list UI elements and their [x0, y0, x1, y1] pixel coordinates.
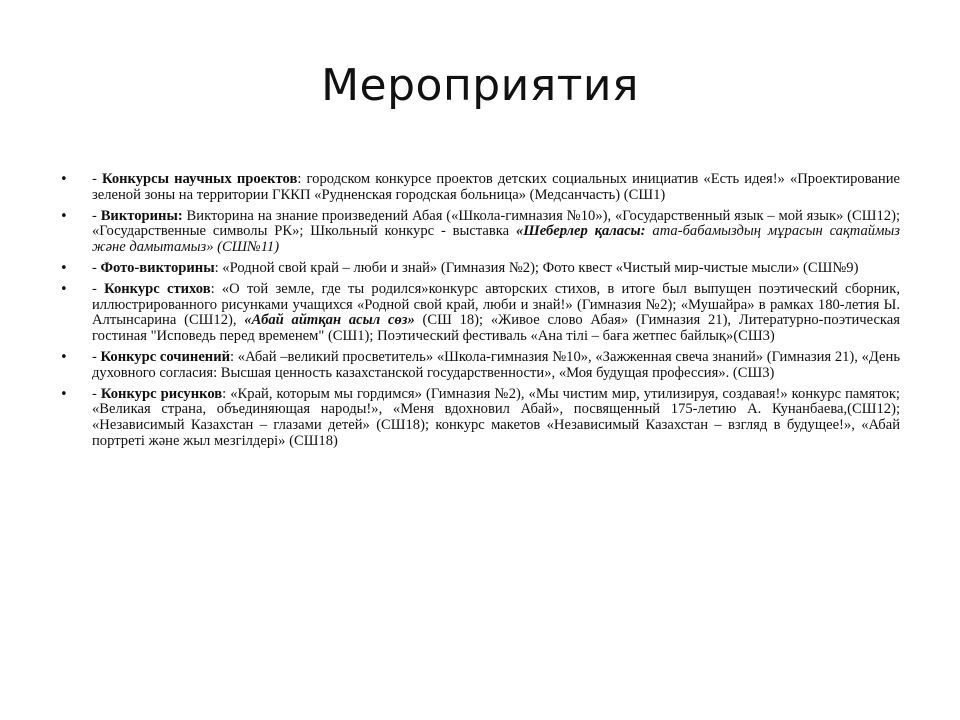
bullet-icon: •	[60, 281, 68, 297]
list-item-science-projects	[60, 172, 900, 204]
item-heading: Конкурс рисунков	[100, 385, 223, 402]
item-text: : «Абай –великий просветитель» «Школа-гимназия №10», «Зажженная свеча знаний» (Гимназия 21), «День духовного согласия: Высшая ценность казахстанской государственности», «Моя будущая профессия». (СШ3)	[92, 348, 900, 381]
item-text: Викторина на знание произведений Абая («Школа-гимназия №10»), «Государственный язык – мой язык» (СШ12); «Государственные символы РК»; Школьный конкурс - выставка	[92, 207, 900, 240]
list-item-essay-contest	[60, 350, 900, 382]
bullet-icon: •	[60, 260, 68, 276]
item-text: : городском конкурсе проектов детских социальных инициатив «Есть идея!» «Проектирование зеленой зоны на территории ГККП «Рудненская городская больница» (Медсанчасть) (СШ1)	[92, 171, 901, 203]
item-heading: Конкурс стихов	[104, 280, 211, 297]
item-text-continued: (СШ 18); «Живое слово Абая» (Гимназия 21), Литературно-поэтическая гостиная "Исповедь перед временем" (СШ1); Поэтический фестиваль «Ана тілі – бағa жетпес байлық»(СШ3)	[92, 312, 900, 345]
item-prefix: -	[92, 259, 101, 276]
item-italic-bold-text: «Абай айтқан асыл сөз»	[244, 312, 415, 329]
item-italic-text: ата-бабамыздың мұрасын сақтаймыз және дамытамыз» (СШ№11)	[92, 223, 900, 256]
list-item-poetry-contest	[60, 282, 900, 345]
item-italic-bold-text: «Шеберлер қаласы:	[515, 223, 646, 240]
item-prefix: -	[92, 207, 101, 224]
item-prefix: -	[92, 385, 101, 402]
item-text: : «Родной свой край – люби и знай» (Гимназия №2); Фото квест «Чистый мир-чистые мысли» (СШ№9)	[214, 259, 859, 276]
item-text: : «О той земле, где ты родился»конкурс авторских стихов, в итоге был выпущен поэтический сборник, иллюстрированного рисунками учащихся «Родной свой край, люби и знай!» (Гимназия №2); «Мушайра» в рамках 180-летия Ы. Алтынсарина (СШ12),	[92, 280, 900, 329]
bullet-icon: •	[60, 349, 68, 365]
item-prefix: -	[92, 280, 105, 297]
item-heading: Викторины:	[100, 207, 183, 224]
item-text: : «Край, которым мы гордимся» (Гимназия №2), «Мы чистим мир, утилизируя, создавая!» конкурс памяток; «Великая страна, объединяющая народы!», «Меня вдохновил Абай», посвященный 175-летию А. Кунанбаева,(СШ12); «Независимый Казахстан – глазами детей» (СШ18); конкурс макетов «Независимый Казахстан – взгляд в будущее!», «Абай портреті және жыл мезгілдері» (СШ18)	[92, 385, 900, 449]
list-item-photo-quizzes	[60, 261, 900, 277]
list-item-drawing-contest	[60, 387, 900, 450]
bullet-icon: •	[60, 386, 68, 402]
item-heading: Конкурс сочинений	[100, 348, 231, 365]
item-heading: Конкурсы научных проектов	[101, 171, 298, 187]
item-prefix: -	[92, 171, 102, 187]
slide-title: Мероприятия	[321, 60, 639, 111]
item-prefix: -	[92, 348, 101, 365]
events-list	[60, 172, 900, 455]
bullet-icon: •	[60, 172, 68, 187]
bullet-icon: •	[60, 208, 68, 224]
list-item-quizzes	[60, 209, 900, 256]
item-heading: Фото-викторины	[100, 259, 215, 276]
